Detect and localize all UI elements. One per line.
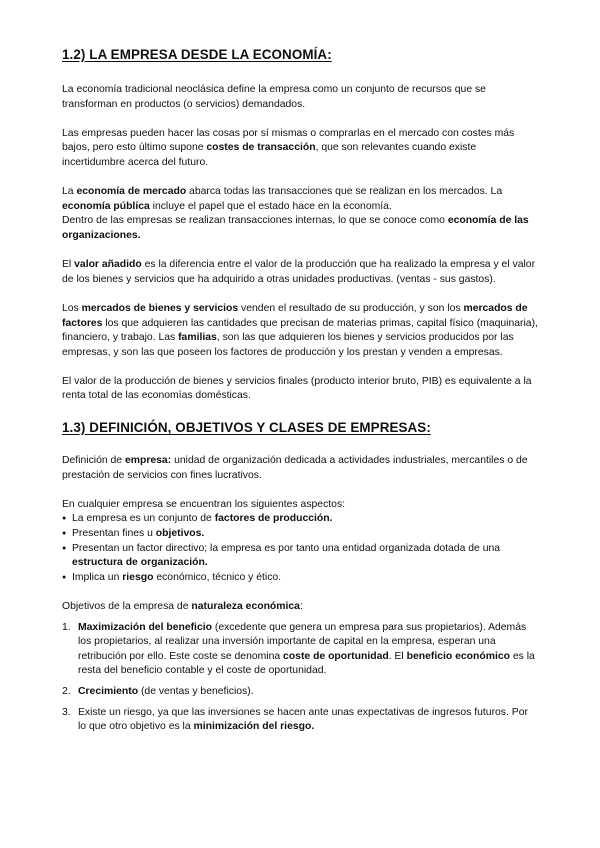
list-item: 1. Maximización del beneficio (excedente que genera un empresa para sus propietarios). Además los propietarios, al realizar una inversión importante de capital en la empresa, esperan una retribución por ello. Este coste se denomina coste de oportunidad. El beneficio económico es la resta del beneficio contable y el coste de oportunidad.	[62, 621, 535, 677]
aspects-intro: En cualquier empresa se encuentran los siguientes aspectos:	[62, 498, 346, 510]
paragraph-valor-anadido: El valor añadido es la diferencia entre el valor de la producción que ha realizado la empresa y el valor de los bienes y servicios que ha adquirido a otras unidades productivas. (ventas - sus gastos).	[62, 259, 536, 285]
section-heading-economia: 1.2) LA EMPRESA DESDE LA ECONOMÍA:	[62, 47, 332, 62]
paragraph-mercados: Los mercados de bienes y servicios venden el resultado de su producción, y son los mercados de factores los que adquieren las cantidades que precisan de materias primas, capital físico (maquinaria), financiero, y trabajo. Las familias, son las que adquieren los bienes y servicios producidos por las empresas, y son las que poseen los factores de producción y los prestan y venden a empresas.	[62, 302, 538, 358]
objectives-list	[62, 621, 538, 735]
list-item: ● La empresa es un conjunto de factores de producción.	[62, 512, 538, 527]
list-item: 2. Crecimiento (de ventas y beneficios).	[62, 685, 254, 697]
paragraph-definicion-empresa: Definición de empresa: unidad de organización dedicada a actividades industriales, mercantiles o de prestación de servicios con fines lucrativos.	[62, 455, 528, 481]
objectives-intro: Objetivos de la empresa de naturaleza económica:	[62, 601, 303, 612]
list-item: ● Presentan fines u objetivos.	[62, 527, 538, 542]
paragraph-costes-transaccion: Las empresas pueden hacer las cosas por sí mismas o comprarlas en el mercado con costes más bajos, pero esto último supone costes de transacción, que son relevantes cuando existe incertidumbre acerca del futuro.	[62, 127, 515, 168]
paragraph-economia-mercado: La economía de mercado abarca todas las transacciones que se realizan en los mercados. La economía pública incluye el papel que el estado hace en la economía. Dentro de las empresas se realizan transacciones internas, lo que se conoce como economía de las organizaciones.	[62, 186, 529, 241]
aspects-list	[62, 512, 538, 585]
section-heading-definicion: 1.3) DEFINICIÓN, OBJETIVOS Y CLASES DE EMPRESAS:	[62, 420, 431, 436]
paragraph-pib: El valor de la producción de bienes y servicios finales (producto interior bruto, PIB) es equivalente a la renta total de las economías domésticas.	[62, 375, 532, 402]
list-item: 3. Existe un riesgo, ya que las inversiones se hacen ante unas expectativas de ingresos futuros. Por lo que otro objetivo es la minimización del riesgo.	[62, 706, 528, 733]
list-item: ● Presentan un factor directivo; la empresa es por tanto una entidad organizada dotada de una estructura de organización.	[62, 542, 538, 571]
paragraph-neoclasica: La economía tradicional neoclásica define la empresa como un conjunto de recursos que se transforman en productos (o servicios) demandados.	[62, 84, 486, 110]
list-item: ● Implica un riesgo económico, técnico y ético.	[62, 571, 538, 586]
